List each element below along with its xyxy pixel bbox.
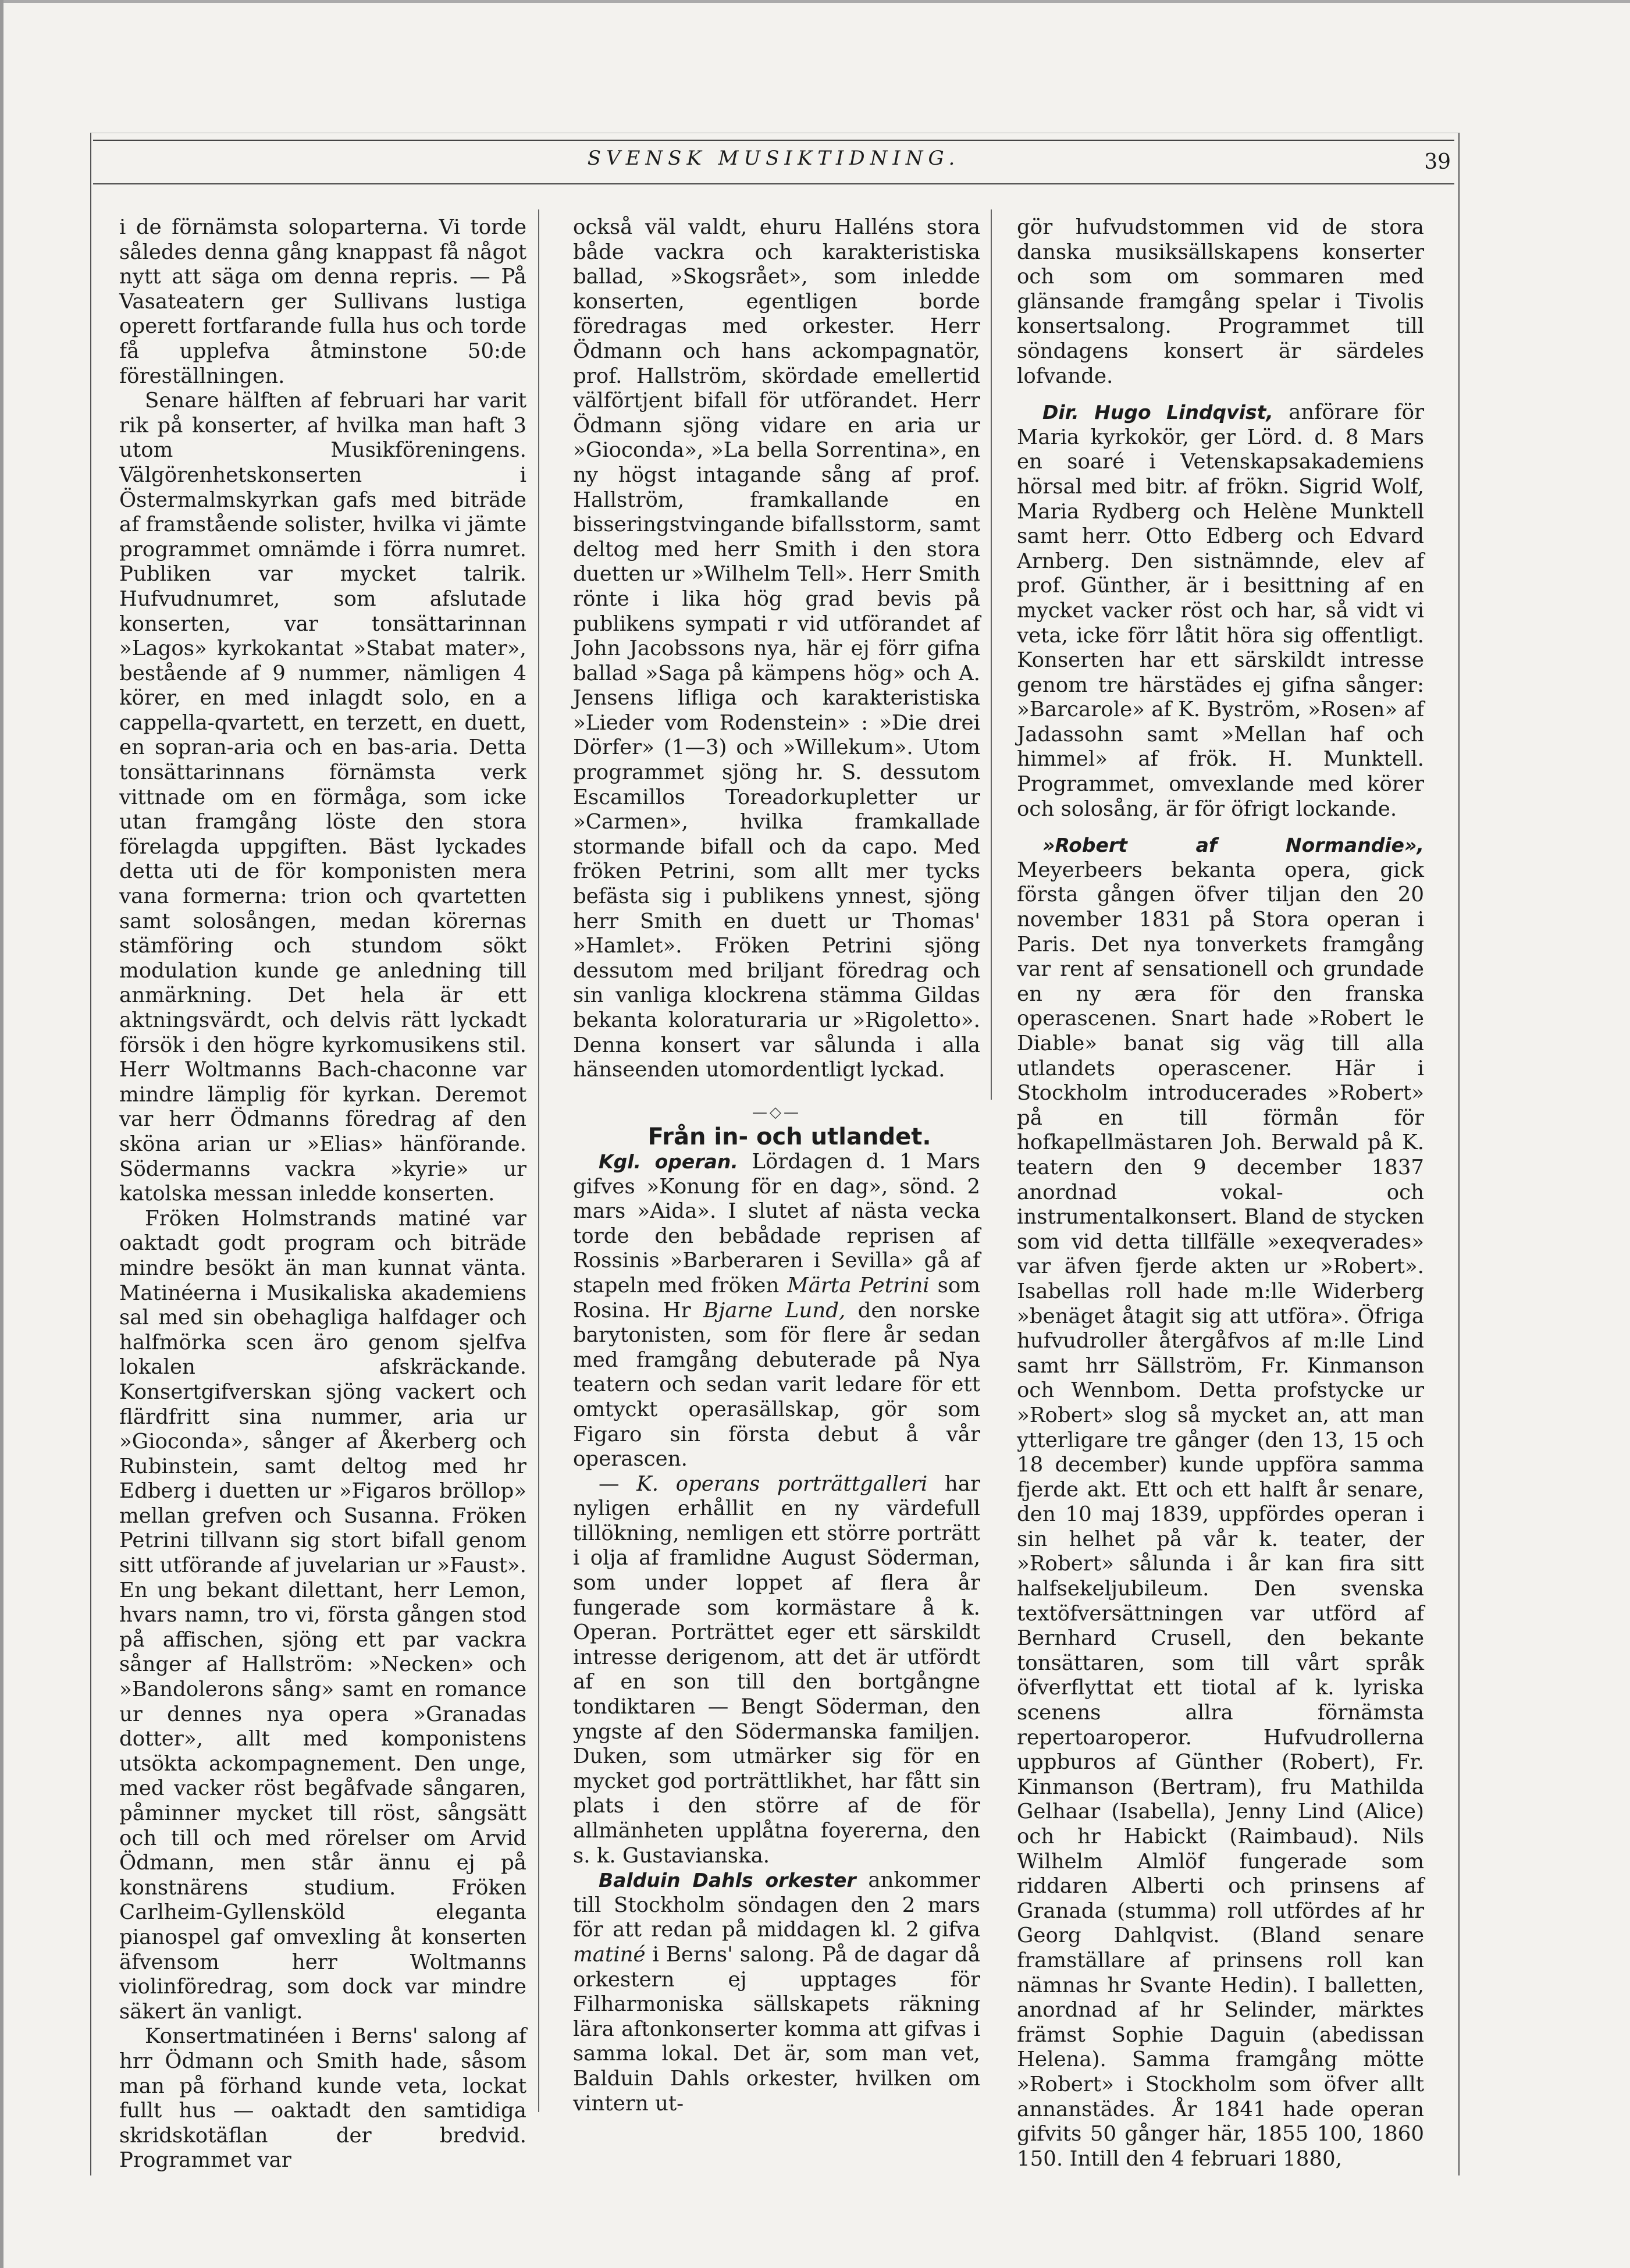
scan-top-edge — [0, 0, 1630, 3]
running-title: SVENSK MUSIKTIDNING. — [587, 147, 960, 170]
col2-p2-text-b: som Rosina. Hr — [573, 1273, 980, 1323]
col1-paragraph-3: Fröken Holmstrands matiné var oaktadt godt program och biträde mindre besökt än man kunnat vänta. Matinéerna i Musikaliska akademiens sal med sin obehagliga halfdager och halfmörka scen äro genom sjelfva lokalen afskräckande. Konsertgifverskan sjöng vackert och flärdfritt sina nummer, aria ur »Gioconda», sånger af Åkerberg och Rubinstein, samt deltog med hr Edberg i duetten ur »Figaros bröllop» mellan grefven och Susanna. Fröken Petrini tillvann sig stort bifall genom sitt utförande af juvelarian ur »Faust». En ung bekant dilettant, herr Lemon, hvars namn, tro vi, första gången stod på affischen, sjöng ett par vackra sånger af Hallström: »Necken» och »Bandolerons sång» samt en romance ur dennes nya opera »Granadas dotter», allt med komponistens utsökta ackompagnement. Den unge, med vacker röst begåfvade sångaren, påminner mycket till röst, sångsätt och till och med rörelser om Arvid Ödmann, men står ännu ej på konstnärens studium. Fröken Carlheim-Gyllensköld eleganta pianospel gaf omvexling åt konserten äfvensom herr Woltmanns violinföredrag, som dock var mindre säkert än vanligt. — [119, 1206, 526, 2024]
column-1 — [119, 215, 526, 2173]
column-divider-1 — [538, 209, 539, 2112]
column-divider-2 — [991, 209, 992, 1100]
col2-p2-text-c: den norske barytonisten, som för flere år sedan med framgång debuterade på Nya teatern och sedan varit ledare för ett omtyckt operasällskap, gör som Figaro sin första debut å vår operascen. — [573, 1298, 980, 1471]
col3-paragraph-2 — [1017, 400, 1424, 822]
col3-p2-lead: Dir. Hugo Lindqvist, — [1042, 401, 1273, 424]
col2-p4-text-a: ankommer till Stockholm söndagen den 2 mars för att redan på middagen kl. 2 gifva — [573, 1868, 980, 1942]
col2-p4-em: matiné — [573, 1942, 646, 1967]
col2-p2-name-2: Bjarne Lund, — [703, 1298, 846, 1323]
section-ornament: —◇— — [752, 1103, 801, 1121]
page-number: 39 — [1424, 150, 1451, 174]
col3-paragraph-1: gör hufvudstommen vid de stora danska musiksällskapens konserter och som om sommaren med glänsande framgång spelar i Tivolis konsertsalong. Programmet till söndagens konsert är särdeles lofvande. — [1017, 215, 1424, 388]
col2-p2-text-a: Lördagen d. 1 Mars gifves »Konung för en dag», sönd. 2 mars »Aida». I slutet af nästa vecka torde den bebådade reprisen af Rossinis »Barberaren i Sevilla» gå af stapeln med fröken — [573, 1149, 980, 1297]
scan-left-edge — [0, 0, 3, 2268]
col2-paragraph-2 — [573, 1150, 980, 1472]
col1-paragraph-2: Senare hälften af februari har varit rik på konserter, af hvilka man haft 3 utom Musikföreningens. Välgörenhetskonserten i Östermalmskyrkan gafs med biträde af framstående solister, hvilka vi jämte programmet omnämde i förra numret. Publiken var mycket talrik. Hufvudnumret, som afslutade konserten, var tonsättarinnan »Lagos» kyrkokantat »Stabat mater», bestående af 9 nummer, nämligen 4 körer, en med inlagdt solo, en a cappella-qvartett, en terzett, en duett, en sopran-aria och en bas-aria. Detta tonsättarinnans förnämsta verk vittnade om en förmåga, som icke utan framgång löste den stora förelagda uppgiften. Bäst lyckades detta uti de för komponisten mera vana formerna: trion och qvartetten samt solosången, medan körernas stämföring och stundom sökt modulation kunde ge anledning till anmärkning. Det hela är ett aktningsvärdt, och delvis rätt lyckadt försök i den högre kyrkomusikens stil. Herr Woltmanns Bach-chaconne var mindre lämplig för kyrkan. Deremot var herr Ödmanns föredrag af den sköna arian ur »Elias» hänförande. Södermanns vackra »kyrie» ur katolska messan inledde konserten. — [119, 389, 526, 1206]
col2-paragraph-3 — [573, 1472, 980, 1869]
header-rule-top — [93, 140, 1454, 141]
section-title: Från in- och utlandet. — [647, 1124, 931, 1151]
column-2 — [573, 215, 980, 2116]
col2-p2-lead: Kgl. operan. — [599, 1150, 738, 1173]
column-3 — [1017, 215, 1424, 2171]
col2-p3-text: har nyligen erhållit en ny värdefull tillökning, nemligen ett större porträtt i olja af framlidne August Söderman, som under loppet af flera år fungerade som kormästare å k. Operan. Porträttet eger ett särskildt intresse derigenom, att det är utfördt af en son till den bortgångne tondiktaren — Bengt Söderman, den yngste af den Södermanska familjen. Duken, som utmärker sig för en mycket god porträttlikhet, har fått sin plats i den större af de för allmänheten upplåtna foyererna, den s. k. Gustavianska. — [573, 1471, 980, 1868]
col2-p3-dash: — — [599, 1471, 620, 1496]
col3-p2-text: anförare för Maria kyrkokör, ger Lörd. d. 8 Mars en soaré i Vetenskapsakademiens hörsal med bitr. af frökn. Sigrid Wolf, Maria Rydberg och Helène Munktell samt herr. Otto Edberg och Edvard Arnberg. Den sistnämnde, elev af prof. Günther, är i besittning af en mycket vacker röst och har, så vidt vi veta, icke förr låtit höra sig offentligt. Konserten har ett särskildt intresse genom tre härstädes ej gifna sånger: »Barcarole» af K. Byström, »Rosen» af Jadassohn samt »Mellan haf och himmel» af frök. H. Munktell. Programmet, omvexlande med körer och solosång, är för öfrigt lockande. — [1017, 400, 1425, 821]
col3-p3-text: Meyerbeers bekanta opera, gick första gången öfver tiljan den 20 november 1831 på Stora operan i Paris. Det nya tonverkets framgång var rent af sensationell och grundade en ny æra för den franska operascenen. Snart hade »Robert le Diable» banat sig väg till alla utlandets operascener. Här i Stockholm introducerades »Robert» på en till förmån för hofkapellmästaren Joh. Berwald på K. teatern den 9 december 1837 anordnad vokal- och instrumentalkonsert. Bland de stycken som vid detta tillfälle »exeqverades» var äfven fjerde akten ur »Robert». Isabellas roll hade m:lle Widerberg »benäget åtagit sig att utföra». Öfriga hufvudroller återgåfvos af m:lle Lind samt hrr Sällström, Fr. Kinmanson och Wennbom. Detta profstycke ur »Robert» slog så mycket an, att man ytterligare tre gånger (den 13, 15 och 18 december) kunde uppföra samma fjerde akt. Ett och ett halft år senare, den 10 maj 1839, uppfördes operan i sin helhet på vår k. teater, der »Robert» sålunda i år kan fira sitt halfsekeljubileum. Den svenska textöfversättningen var utförd af Bernhard Crusell, den bekante tonsättaren, som till vårt språk öfverflyttat ett tiotal af k. lyriska scenens allra förnämsta repertoaroperor. Hufvudrollerna uppburos af Günther (Robert), Fr. Kinmanson (Bertram), fru Mathilda Gelhaar (Isabella), Jenny Lind (Alice) och hr Habickt (Raimbaud). Nils Wilhelm Almlöf fungerade som riddaren Alberti och prinsens af Granada (stumma) roll utfördes af hr Georg Dahlqvist. (Bland senare framställare af prinsens roll kan nämnas hr Svante Hedin). I balletten, anordnad af hr Selinder, märktes främst Sophie Daguin (abedissan Helena). Samma framgång mötte »Robert» i Stockholm som öfver allt annanstädes. År 1841 hade operan gifvits 50 gånger här, 1855 100, 1860 150. Intill den 4 februari 1880, — [1017, 858, 1424, 2171]
col2-p4-lead: Balduin Dahls orkester — [599, 1869, 856, 1892]
col3-paragraph-3 — [1017, 833, 1424, 2171]
header-rule-bottom — [93, 183, 1454, 184]
col2-paragraph-1: också väl valdt, ehuru Halléns stora både vackra och karakteristiska ballad, »Skogsrået», som inledde konserten, egentligen borde föredragas med orkester. Herr Ödmann och hans ackompagnatör, prof. Hallström, skördade emellertid välförtjent bifall för utförandet. Herr Ödmann sjöng vidare en aria ur »Gioconda», »La bella Sorrentina», en ny högst intagande sång af prof. Hallström, framkallande en bisseringstvingande bifallsstorm, samt deltog med herr Smith i den stora duetten ur »Wilhelm Tell». Herr Smith rönte i lika hög grad bevis på publikens sympati r vid utförandet af John Jacobssons nya, här ej förr gifna ballad »Saga på kämpens hög» och A. Jensens lifliga och karakteristiska »Lieder vom Rodenstein» : »Die drei Dörfer» (1—3) och »Willekum». Utom programmet sjöng hr. S. dessutom Escamillos Toreadorkupletter ur »Carmen», hvilka framkallade stormande bifall och da capo. Med fröken Petrini, som allt mer tycks befästa sig i publikens ynnest, sjöng herr Smith en duett ur Thomas' »Hamlet». Fröken Petrini sjöng dessutom med briljant föredrag och sin vanliga klockrena stämma Gildas bekanta koloraturaria ur »Rigoletto». Denna konsert var sålunda i alla hänseenden utomordentligt lyckad. — [573, 215, 980, 1082]
col2-p3-em: K. operans porträttgalleri — [636, 1471, 928, 1496]
col1-paragraph-1: i de förnämsta soloparterna. Vi torde således denna gång knappast få något nytt att säga om denna repris. — På Vasateatern ger Sullivans lustiga operett fortfarande fulla hus och torde få upplefva åtminstone 50:de föreställningen. — [119, 215, 526, 388]
col2-paragraph-4 — [573, 1868, 980, 2116]
col3-p3-lead: »Robert af Normandie», — [1042, 834, 1424, 857]
col1-paragraph-4: Konsertmatinéen i Berns' salong af hrr Ödmann och Smith hade, såsom man på förhand kunde veta, lockat fullt hus — oaktadt den samtidiga skridskotäflan der bredvid. Programmet var — [119, 2024, 526, 2173]
col2-p4-text-b: i Berns' salong. På de dagar då orkestern ej upptages för Filharmoniska sällskapets räkning lära aftonkonserter komma att gifvas i samma lokal. Det är, som man vet, Balduin Dahls orkester, hvilken om vintern ut- — [573, 1942, 981, 2116]
col2-p2-name-1: Märta Petrini — [787, 1273, 930, 1297]
